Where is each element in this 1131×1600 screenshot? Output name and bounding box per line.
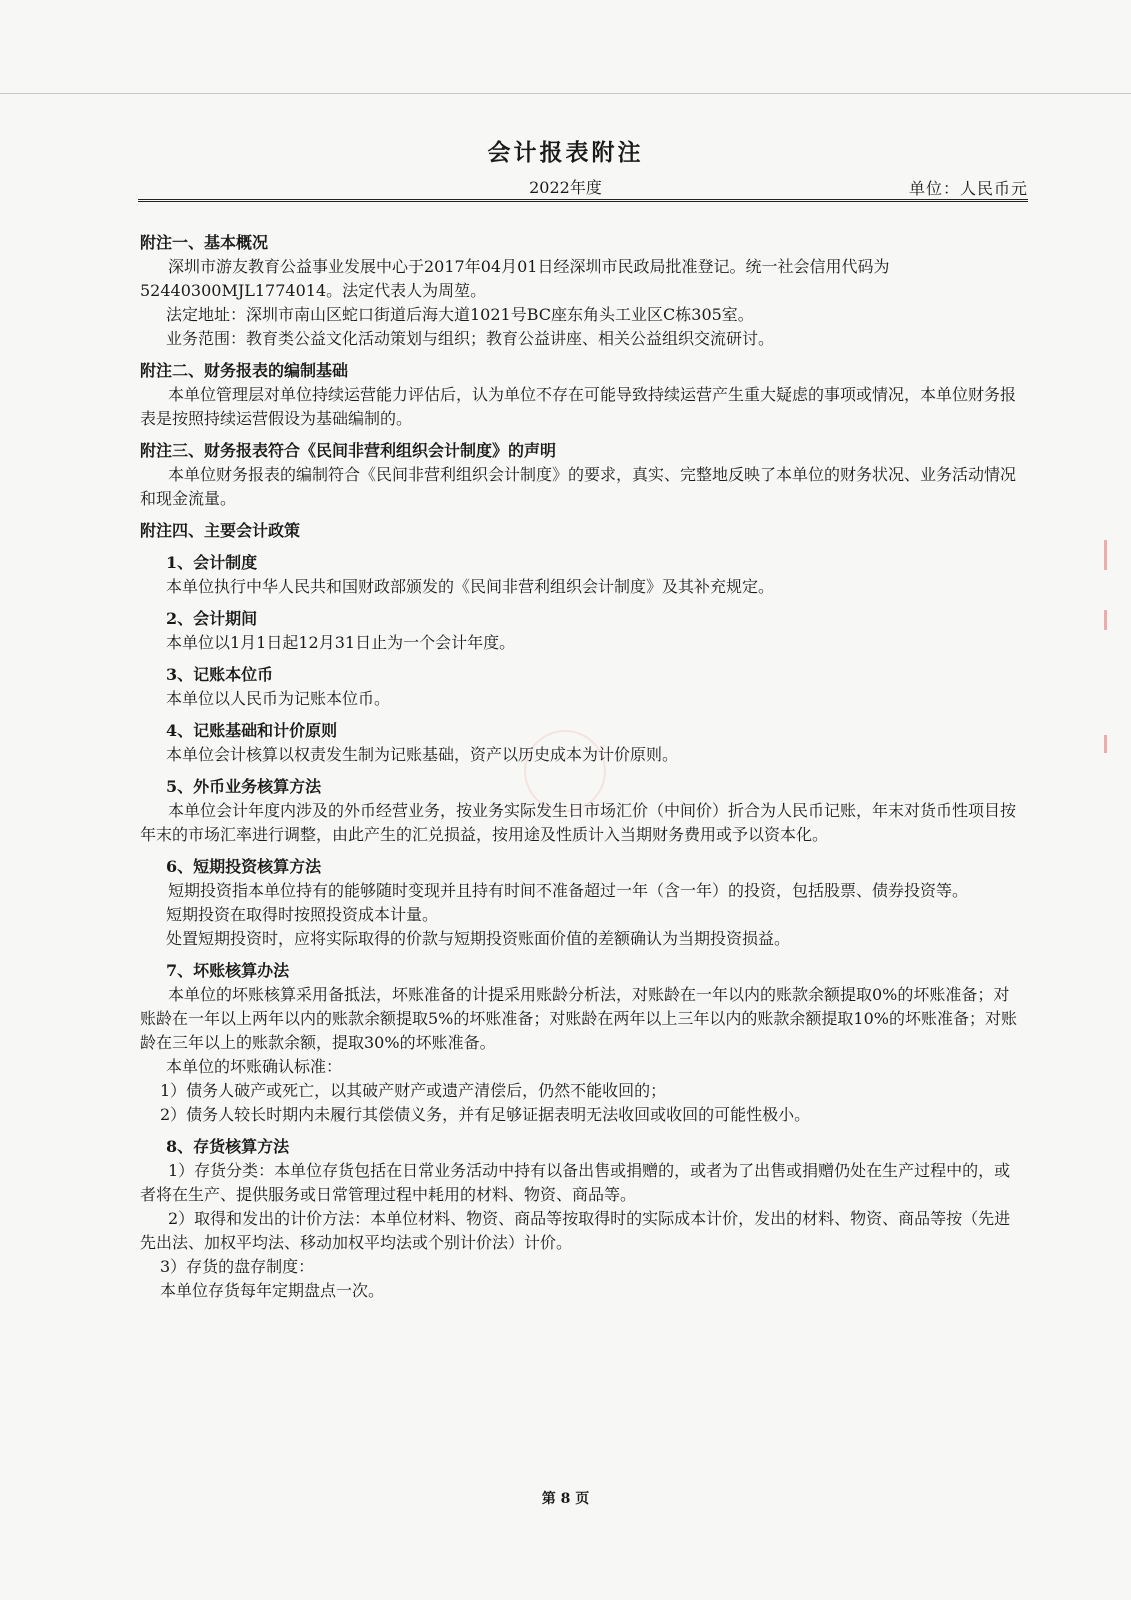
page-number: 第 8 页 (541, 1491, 590, 1507)
paragraph: 2）取得和发出的计价方法：本单位材料、物资、商品等按取得时的实际成本计价，发出的材料、物资、商品等按（先进先出法、加权平均法、移动加权平均法或个别计价法）计价。 (140, 1209, 1011, 1252)
section-heading: 附注一、基本概况 (140, 233, 269, 252)
paragraph: 短期投资指本单位持有的能够随时变现并且持有时间不准备超过一年（含一年）的投资，包括股票、债券投资等。 (168, 881, 969, 900)
section-heading: 附注二、财务报表的编制基础 (140, 361, 349, 380)
paragraph: 本单位以人民币为记账本位币。 (166, 689, 391, 708)
subsection-heading: 2、会计期间 (166, 609, 258, 628)
subsection-heading: 3、记账本位币 (166, 665, 274, 684)
paragraph: 本单位执行中华人民共和国财政部颁发的《民间非营利组织会计制度》及其补充规定。 (166, 577, 775, 596)
paragraph: 本单位存货每年定期盘点一次。 (160, 1281, 385, 1300)
subsection-heading: 8、存货核算方法 (166, 1137, 290, 1156)
paragraph: 2）债务人较长时期内未履行其偿债义务，并有足够证据表明无法收回或收回的可能性极小。 (160, 1105, 811, 1124)
subsection-heading: 6、短期投资核算方法 (166, 857, 322, 876)
paragraph: 1）存货分类：本单位存货包括在日常业务活动中持有以备出售或捐赠的，或者为了出售或捐赠仍处在生产过程中的，或者将在生产、提供服务或日常管理过程中耗用的材料、物资、商品等。 (140, 1161, 1011, 1204)
edge-mark (1104, 735, 1107, 753)
paragraph: 1）债务人破产或死亡，以其破产财产或遗产清偿后，仍然不能收回的； (160, 1081, 667, 1100)
paragraph: 本单位会计核算以权责发生制为记账基础，资产以历史成本为计价原则。 (166, 745, 679, 764)
paragraph: 深圳市游友教育公益事业发展中心于2017年04月01日经深圳市民政局批准登记。统一社会信用代码为52440300MJL1774014。法定代表人为周堃。 (140, 257, 890, 300)
edge-mark (1104, 540, 1107, 570)
paragraph: 短期投资在取得时按照投资成本计量。 (166, 905, 439, 924)
paragraph: 处置短期投资时，应将实际取得的价款与短期投资账面价值的差额确认为当期投资损益。 (166, 929, 791, 948)
paragraph: 本单位财务报表的编制符合《民间非营利组织会计制度》的要求，真实、完整地反映了本单位的财务状况、业务活动情况和现金流量。 (140, 465, 1017, 508)
fiscal-year: 2022年度 (529, 178, 602, 197)
scan-edge-line (0, 93, 1131, 94)
paragraph: 3）存货的盘存制度： (160, 1257, 315, 1276)
notes-body (140, 223, 1020, 1303)
section-heading: 附注四、主要会计政策 (140, 521, 301, 540)
subsection-heading: 7、坏账核算办法 (166, 961, 290, 980)
paragraph: 本单位以1月1日起12月31日止为一个会计年度。 (166, 633, 516, 652)
subsection-heading: 1、会计制度 (166, 553, 258, 572)
paragraph: 本单位会计年度内涉及的外币经营业务，按业务实际发生日市场汇价（中间价）折合为人民币记账，年末对货币性项目按年末的市场汇率进行调整，由此产生的汇兑损益，按用途及性质计入当期财务费用或予以资本化。 (140, 801, 1017, 844)
paragraph: 本单位的坏账确认标准： (166, 1057, 343, 1076)
paragraph: 本单位的坏账核算采用备抵法，坏账准备的计提采用账龄分析法，对账龄在一年以内的账款余额提取0%的坏账准备；对账龄在一年以上两年以内的账款余额提取5%的坏账准备；对账龄在两年以上三年以内的账款余额提取10%的坏账准备；对账龄在三年以上的账款余额，提取30%的坏账准备。 (140, 985, 1017, 1052)
document-title: 会计报表附注 (487, 139, 644, 166)
paragraph: 法定地址：深圳市南山区蛇口街道后海大道1021号BC座东角头工业区C栋305室。 (166, 305, 754, 324)
subsection-heading: 5、外币业务核算方法 (166, 777, 322, 796)
subsection-heading: 4、记账基础和计价原则 (166, 721, 338, 740)
edge-mark (1104, 610, 1107, 630)
paragraph: 业务范围：教育类公益文化活动策划与组织；教育公益讲座、相关公益组织交流研讨。 (166, 329, 775, 348)
section-heading: 附注三、财务报表符合《民间非营利组织会计制度》的声明 (140, 441, 557, 460)
currency-unit: 单位：人民币元 (908, 179, 1028, 198)
paragraph: 本单位管理层对单位持续运营能力评估后，认为单位不存在可能导致持续运营产生重大疑虑的事项或情况，本单位财务报表是按照持续运营假设为基础编制的。 (140, 385, 1017, 428)
header-divider (138, 199, 1028, 202)
